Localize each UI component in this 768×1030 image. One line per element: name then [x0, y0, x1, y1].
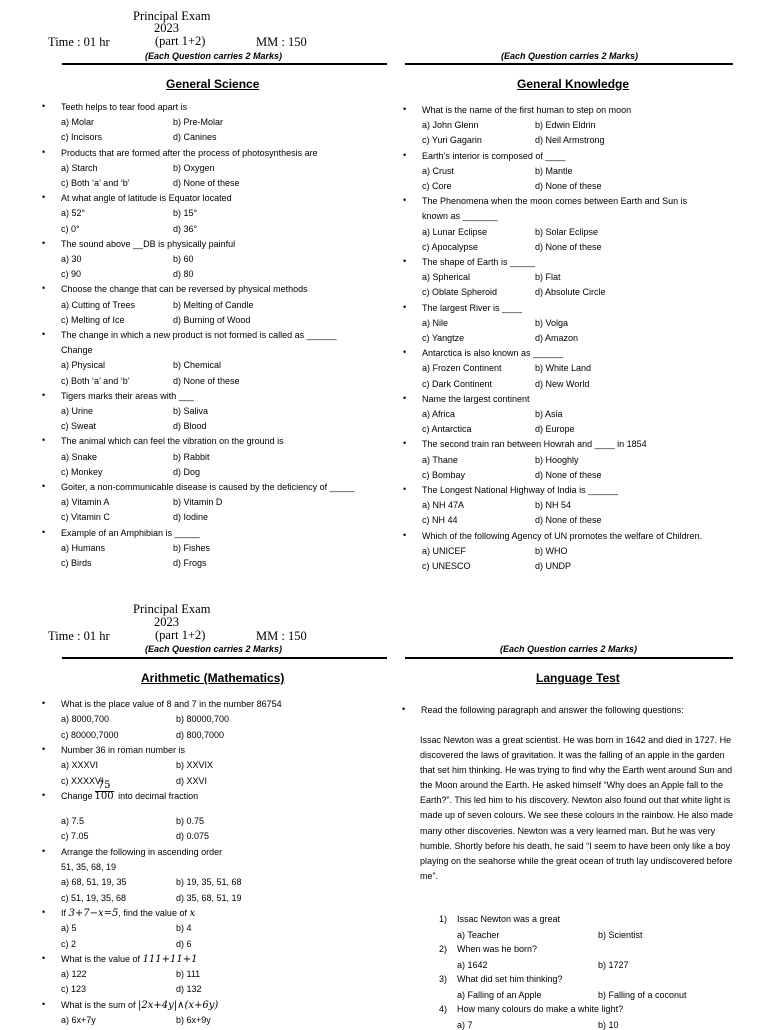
question-text: What is the sum of: [61, 999, 136, 1010]
fraction: [95, 781, 114, 802]
bullet-icon: •: [42, 435, 46, 446]
exam-year: 2023: [154, 615, 179, 629]
option-a: a) 1642: [457, 960, 488, 970]
option-c: c) Sweat: [61, 421, 97, 432]
question-text: The shape of Earth is _____: [422, 257, 536, 267]
question-text: Arrange the following in ascending order: [61, 846, 223, 857]
reading-passage: Issac Newton was a great scientist. He was born in 1642 and died in 1727. He discovered the laws of gravitation. It was the falling of an apple in the garden that set him thinking. He was trying to find why the Earth went around Sun and the Moon around the Earth. He asked himself “Why does an Apple fall to the Earth?”. This led him to his discovery. Newton also found out that white light is made up of seven colours. We see these colours in the rainbow. He also made many other discoveries. Newton was a very learned man. But he was very humble. Shortly before his death, he said “I seem to have been only like a boy playing on the seahorse while the great ocean of truth lay undiscovered before me”.: [420, 735, 734, 881]
option-a: a) Crust: [422, 165, 455, 176]
section-title-arithmetic: Arithmetic (Mathematics): [141, 671, 285, 685]
option-c: c) 7.05: [61, 831, 89, 842]
option-a: a) Lunar Eclipse: [422, 226, 488, 237]
option-a: a) XXXVI: [61, 760, 99, 771]
bullet-icon: •: [42, 481, 46, 491]
option-d: d) None of these: [535, 469, 602, 480]
option-b: b) 111: [176, 969, 201, 980]
question-6: [42, 952, 198, 965]
question-text-mid: , find the value of: [118, 907, 187, 918]
question-text: The change in which a new product is not formed is called as ______: [61, 330, 337, 340]
fraction-numerator: 75: [95, 781, 114, 792]
option-b: b) 1727: [598, 960, 629, 970]
option-a: a) Molar: [61, 117, 95, 128]
math-expression: 3+7−x=5: [68, 907, 119, 919]
question-text: Choose the change that can be reversed by physical methods: [61, 284, 308, 295]
bullet-icon: •: [402, 704, 406, 714]
bullet-icon: •: [42, 998, 46, 1009]
question-text: The Longest National Highway of India is ______: [422, 485, 619, 495]
option-d: d) Absolute Circle: [535, 287, 606, 298]
question-continuation: 51, 35, 68, 19: [61, 862, 117, 872]
option-c: c) 90: [61, 269, 82, 280]
option-d: d) Europe: [535, 424, 575, 435]
option-b: b) 15°: [173, 208, 198, 219]
question-number: 1): [439, 914, 448, 924]
bullet-icon: •: [42, 283, 46, 294]
option-d: d) 0.075: [176, 831, 210, 842]
math-expression: |2x+4y|∧(x+6y): [138, 999, 219, 1011]
marks-note-left: (Each Question carries 2 Marks): [145, 51, 283, 61]
option-a: a) Frozen Continent: [422, 363, 502, 374]
option-b: b) 60: [173, 254, 194, 264]
option-d: d) None of these: [173, 178, 240, 188]
option-d: d) New World: [535, 378, 590, 389]
option-b: b) 19, 35, 51, 68: [176, 877, 242, 888]
option-d: d) 35, 68, 51, 19: [176, 892, 242, 903]
bullet-icon: •: [42, 101, 46, 111]
question-text: When was he born?: [457, 944, 538, 954]
exam-part: (part 1+2): [155, 34, 206, 48]
question-text: If: [61, 907, 67, 918]
option-d: d) Neil Armstrong: [535, 135, 605, 146]
option-b: b) WHO: [535, 545, 568, 556]
option-b: b) 80000,700: [176, 714, 230, 725]
option-b: b) Scientist: [598, 930, 643, 940]
option-a: a) Humans: [61, 542, 106, 553]
bullet-icon: •: [403, 256, 407, 266]
question-text: Which of the following Agency of UN promotes the welfare of Children.: [422, 530, 703, 541]
option-c: c) Yangtze: [422, 333, 465, 343]
option-b: b) Fishes: [173, 542, 211, 553]
option-b: b) Chemical: [173, 360, 222, 371]
option-d: d) Iodine: [173, 512, 209, 523]
question-text-post: into decimal fraction: [118, 790, 199, 801]
question-1: [42, 698, 282, 709]
question-number: 4): [439, 1004, 448, 1014]
question-text: Teeth helps to tear food apart is: [61, 102, 188, 112]
question-text: The Phenomena when the moon comes between Earth and Sun is: [422, 196, 688, 207]
option-a: a) 122: [61, 969, 87, 980]
bullet-icon: •: [42, 329, 46, 339]
question-7: [42, 998, 219, 1011]
instruction-text: Read the following paragraph and answer the following questions:: [421, 705, 684, 715]
marks-note-right: (Each Question carries 2 Marks): [501, 51, 639, 61]
option-b: b) Hooghly: [535, 454, 579, 465]
bullet-icon: •: [42, 526, 46, 537]
option-c: c) 0°: [61, 223, 80, 234]
bullet-icon: •: [403, 347, 407, 358]
option-d: d) Burning of Wood: [173, 314, 251, 325]
option-b: b) XXVIX: [176, 760, 214, 771]
question-text: Antarctica is also known as ______: [422, 348, 564, 359]
option-d: d) Frogs: [173, 558, 207, 568]
option-a: a) 68, 51, 19, 35: [61, 877, 127, 888]
option-c: c) Birds: [61, 558, 92, 568]
option-a: a) Africa: [422, 409, 456, 419]
bullet-icon: •: [42, 789, 46, 800]
question-text: The largest River is ____: [422, 302, 523, 313]
option-b: b) Melting of Candle: [173, 299, 254, 310]
question-text: Name the largest continent: [422, 393, 530, 404]
question-text: Products that are formed after the process of photosynthesis are: [61, 147, 318, 158]
bullet-icon: •: [403, 104, 407, 114]
bullet-icon: •: [42, 146, 46, 157]
option-d: d) None of these: [535, 181, 602, 191]
bullet-icon: •: [403, 195, 407, 206]
option-d: d) Blood: [173, 421, 207, 432]
exam-title: Principal Exam: [133, 602, 211, 616]
question-text: Goiter, a non-communicable disease is caused by the deficiency of _____: [61, 482, 355, 492]
bullet-icon: •: [42, 389, 46, 400]
option-d: d) 800,7000: [176, 729, 225, 740]
bullet-icon: •: [403, 149, 407, 160]
question-text: What is the name of the first human to step on moon: [422, 105, 632, 115]
option-a: a) UNICEF: [422, 545, 467, 556]
option-d: d) None of these: [535, 515, 602, 526]
language-instruction: [402, 704, 684, 715]
exam-time: Time : 01 hr: [48, 35, 110, 49]
option-b: b) Mantle: [535, 165, 573, 176]
question-text: The second train ran between Howrah and ____ in 1854: [422, 439, 647, 450]
question-5: [42, 906, 196, 919]
option-b: b) Edwin Eldrin: [535, 120, 596, 131]
marks-note-left: (Each Question carries 2 Marks): [145, 644, 283, 654]
option-a: a) Snake: [61, 451, 98, 462]
option-a: a) Nile: [422, 317, 449, 328]
option-a: a) 30: [61, 254, 82, 264]
option-c: c) Both ‘a’ and ‘b’: [61, 178, 130, 188]
question-text: Earth’s interior is composed of ____: [422, 150, 566, 161]
bullet-icon: •: [42, 906, 46, 917]
option-a: a) Falling of an Apple: [457, 990, 542, 1000]
question-text: How many colours do make a white light?: [457, 1004, 624, 1014]
option-a: a) Vitamin A: [61, 497, 110, 508]
option-d: d) None of these: [173, 375, 240, 386]
option-a: a) Teacher: [457, 930, 500, 940]
option-a: a) Physical: [61, 360, 106, 371]
option-c: c) Melting of Ice: [61, 314, 125, 325]
option-c: c) Monkey: [61, 466, 103, 477]
exam-year: 2023: [154, 21, 179, 35]
bullet-icon: •: [42, 952, 46, 963]
bullet-icon: •: [42, 698, 46, 708]
math-expression: 111+11+1: [142, 953, 198, 965]
option-b: b) Asia: [535, 409, 563, 419]
option-d: d) Dog: [173, 466, 201, 477]
bullet-icon: •: [403, 529, 407, 540]
section-title-general-science: General Science: [166, 77, 260, 91]
option-d: d) None of these: [535, 241, 602, 252]
option-c: c) Core: [422, 181, 452, 191]
option-d: d) Canines: [173, 132, 217, 143]
question-text: What is the value of: [61, 953, 141, 964]
question-text: The sound above __DB is physically painful: [61, 238, 236, 249]
option-c: c) Apocalypse: [422, 241, 479, 252]
question-text: Change: [61, 790, 93, 801]
question-text: Issac Newton was a great: [457, 914, 561, 924]
question-continuation: Change: [61, 345, 93, 356]
option-a: a) 7: [457, 1020, 473, 1030]
option-a: a) 52°: [61, 208, 86, 219]
option-a: a) NH 47A: [422, 500, 465, 511]
option-d: d) Amazon: [535, 333, 579, 343]
option-d: d) 36°: [173, 223, 198, 234]
exam-part: (part 1+2): [155, 628, 206, 642]
option-b: b) 10: [598, 1020, 619, 1030]
option-b: b) Saliva: [173, 406, 209, 416]
option-a: a) Spherical: [422, 272, 471, 283]
option-c: c) Antarctica: [422, 424, 472, 435]
option-c: c) Vitamin C: [61, 512, 110, 523]
option-c: c) Yuri Gagarin: [422, 135, 482, 146]
section-title-general-knowledge: General Knowledge: [517, 77, 630, 91]
option-a: a) Cutting of Trees: [61, 299, 136, 310]
question-text: Number 36 in roman number is: [61, 744, 186, 755]
option-c: c) UNESCO: [422, 561, 471, 571]
bullet-icon: •: [42, 192, 46, 203]
option-c: c) 2: [61, 938, 77, 949]
option-c: c) 80000,7000: [61, 729, 119, 740]
option-c: c) 123: [61, 984, 87, 995]
divider-left: [62, 657, 387, 659]
option-a: a) 6x+7y: [61, 1015, 96, 1025]
marks-note-right: (Each Question carries 2 Marks): [500, 644, 638, 654]
option-a: a) Thane: [422, 454, 458, 465]
exam-max-marks: MM : 150: [256, 629, 307, 643]
option-b: b) Pre-Molar: [173, 117, 224, 128]
question-4: [42, 845, 223, 857]
option-c: c) 51, 19, 35, 68: [61, 892, 127, 903]
option-d: d) 132: [176, 984, 202, 995]
option-c: c) Oblate Spheroid: [422, 287, 498, 298]
option-c: c) XXXXVI: [61, 775, 104, 786]
option-c: c) Dark Continent: [422, 378, 493, 389]
bullet-icon: •: [403, 392, 407, 403]
question-continuation: known as _______: [422, 211, 498, 222]
option-c: c) Incisors: [61, 132, 103, 143]
option-c: c) Bombay: [422, 469, 466, 480]
option-b: b) 4: [176, 923, 192, 934]
option-d: d) 80: [173, 269, 194, 280]
exam-title: Principal Exam: [133, 9, 211, 23]
option-d: d) UNDP: [535, 561, 572, 571]
exam-max-marks: MM : 150: [256, 35, 307, 49]
option-b: b) Volga: [535, 317, 569, 328]
bullet-icon: •: [403, 484, 407, 494]
option-d: d) 6: [176, 938, 192, 949]
divider-right: [405, 657, 733, 659]
option-a: a) 8000,700: [61, 714, 110, 725]
option-b: b) White Land: [535, 363, 592, 374]
bullet-icon: •: [42, 237, 46, 248]
option-b: b) 6x+9y: [176, 1015, 211, 1025]
option-a: a) Urine: [61, 406, 94, 416]
exam-time: Time : 01 hr: [48, 629, 110, 643]
option-a: a) Starch: [61, 162, 98, 173]
option-b: b) Vitamin D: [173, 497, 223, 508]
bullet-icon: •: [403, 301, 407, 312]
option-b: b) 0.75: [176, 816, 205, 827]
option-b: b) Falling of a coconut: [598, 990, 687, 1000]
bullet-icon: •: [42, 743, 46, 754]
option-b: b) Flat: [535, 272, 561, 283]
question-text: What is the place value of 8 and 7 in the number 86754: [61, 699, 282, 709]
option-b: b) Rabbit: [173, 451, 210, 462]
question-text: Example of an Amphibian is _____: [61, 527, 200, 538]
question-text: At what angle of latitude is Equator located: [61, 193, 232, 204]
option-b: b) Oxygen: [173, 162, 215, 173]
bullet-icon: •: [403, 438, 407, 449]
question-number: 3): [439, 974, 448, 984]
fraction-denominator: 100: [94, 790, 114, 802]
option-a: a) 5: [61, 923, 77, 934]
question-text: The animal which can feel the vibration on the ground is: [61, 436, 284, 447]
option-a: a) 7.5: [61, 816, 85, 827]
bullet-icon: •: [42, 845, 46, 856]
math-variable: x: [189, 907, 196, 919]
section-title-language-test: Language Test: [536, 671, 620, 685]
option-b: b) NH 54: [535, 500, 572, 511]
question-2: [42, 743, 186, 755]
option-b: b) Solar Eclipse: [535, 226, 599, 237]
option-a: a) John Glenn: [422, 120, 479, 131]
question-text: Tigers marks their areas with ___: [61, 390, 194, 401]
option-d: d) XXVI: [176, 775, 208, 786]
question-text: What did set him thinking?: [457, 974, 563, 984]
option-c: c) NH 44: [422, 515, 458, 526]
question-number: 2): [439, 944, 448, 954]
option-c: c) Both ‘a’ and ‘b’: [61, 375, 130, 386]
